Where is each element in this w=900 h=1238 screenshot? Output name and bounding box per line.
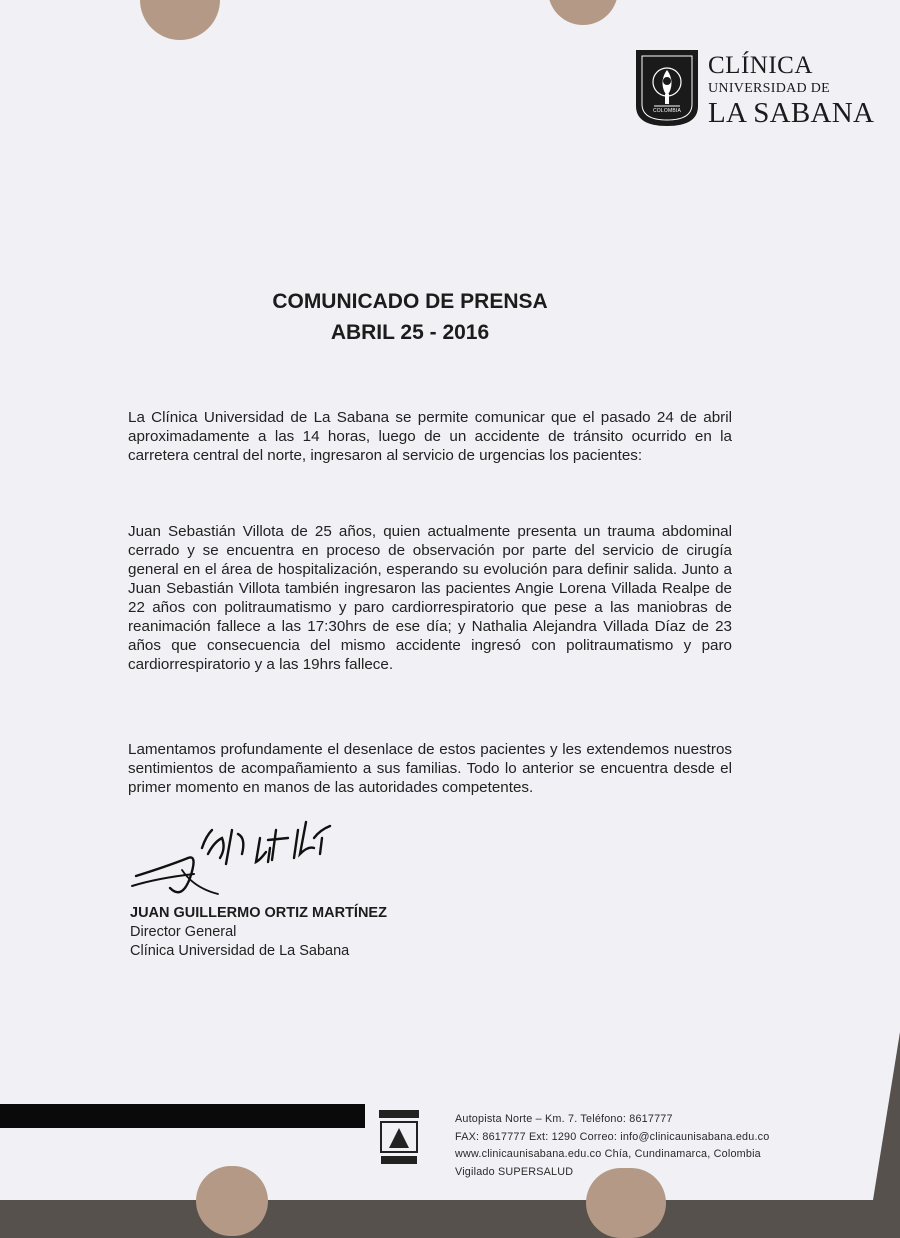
finger-bottom-right xyxy=(586,1168,666,1238)
footer-website: www.clinicaunisabana.edu.co Chía, Cundinamarca, Colombia xyxy=(455,1148,761,1160)
brand-line-clinica: CLÍNICA xyxy=(708,52,813,79)
finger-bottom-left xyxy=(196,1166,268,1236)
signer-name: JUAN GUILLERMO ORTIZ MARTÍNEZ xyxy=(130,905,387,921)
handwritten-signature xyxy=(128,808,358,908)
body-paragraph-1: La Clínica Universidad de La Sabana se permite comunicar que el pasado 24 de abril aproximadamente a las 14 horas, luego de un accidente de tránsito ocurrido en la carretera central del norte, ingresaron al servicio de urgencias los pacientes: xyxy=(128,409,732,464)
certification-badge-icon xyxy=(377,1108,421,1166)
signer-role: Director General xyxy=(130,924,237,940)
footer-address: Autopista Norte – Km. 7. Teléfono: 8617777 xyxy=(455,1113,673,1125)
seal-caption: COLOMBIA xyxy=(653,108,681,114)
brand-line-la-sabana: LA SABANA xyxy=(708,97,875,129)
footer-contact: FAX: 8617777 Ext: 1290 Correo: info@clinicaunisabana.edu.co xyxy=(455,1131,770,1143)
footer-supervision: Vigilado SUPERSALUD xyxy=(455,1166,574,1178)
body-paragraph-3: Lamentamos profundamente el desenlace de estos pacientes y les extendemos nuestros sentimientos de acompañamiento a sus familias. Todo lo anterior se encuentra desde el primer momento en manos de las autoridades competentes. xyxy=(128,741,732,796)
body-paragraph-2: Juan Sebastián Villota de 25 años, quien actualmente presenta un trauma abdominal cerrado y se encuentra en proceso de observación por parte del servicio de cirugía general en el área de hospitalización, esperando su evolución para definir salida. Junto a Juan Sebastián Villota también ingresaron las pacientes Angie Lorena Villada Realpe de 22 años con politraumatismo y paro cardiorrespiratorio que pese a las maniobras de reanimación fallece a las 17:30hrs de ese día; y Nathalia Alejandra Villada Díaz de 23 años que consecuencia del mismo accidente ingresó con politraumatismo y paro cardiorrespiratorio y a las 19hrs fallece. xyxy=(128,523,732,673)
brand-line-universidad: UNIVERSIDAD DE xyxy=(708,81,831,96)
document-date: ABRIL 25 - 2016 xyxy=(330,321,490,344)
signer-organization: Clínica Universidad de La Sabana xyxy=(130,943,350,959)
document-title: COMUNICADO DE PRENSA xyxy=(272,290,548,313)
clinic-seal-icon xyxy=(634,48,700,128)
clinic-logo xyxy=(634,48,890,132)
footer-bar xyxy=(0,1104,365,1128)
